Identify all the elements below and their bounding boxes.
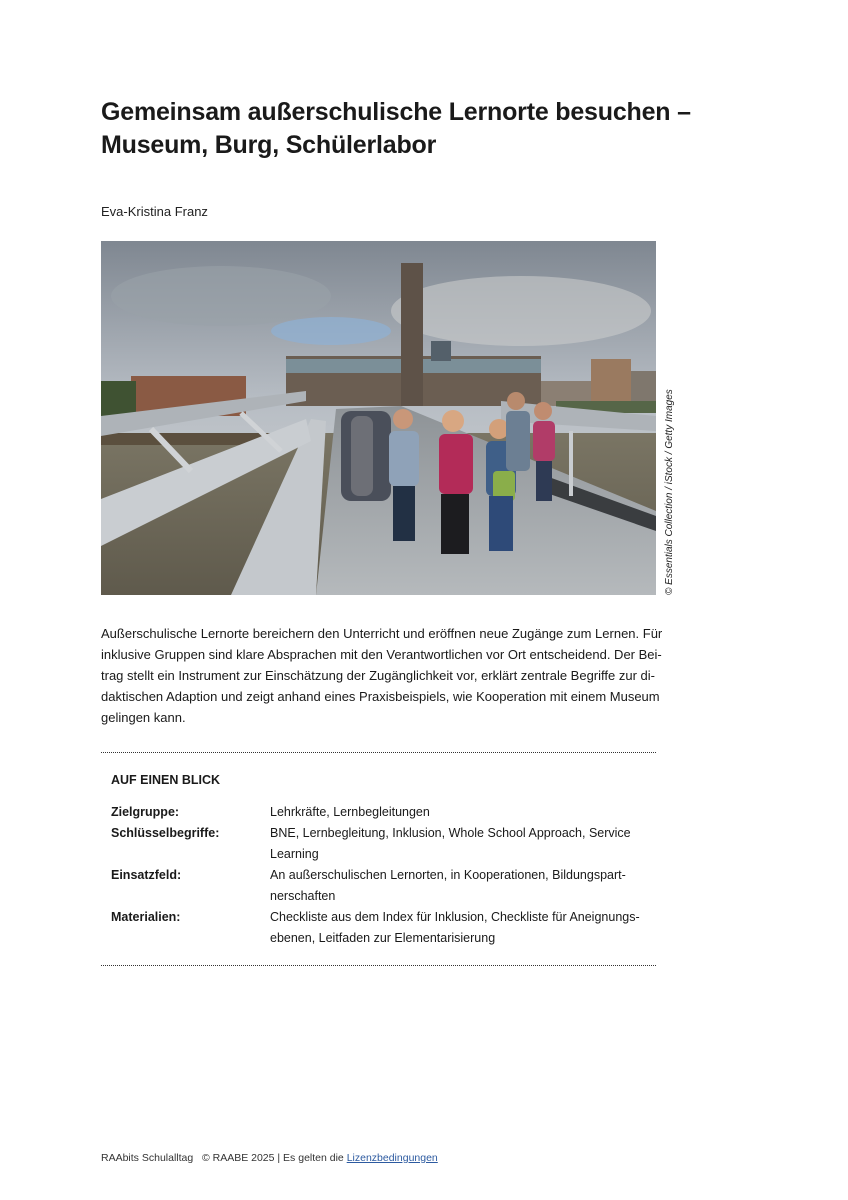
title-line-2: Museum, Burg, Schülerlabor xyxy=(101,131,437,159)
overview-label: Zielgruppe: xyxy=(111,805,180,819)
overview-value-line: Lehrkräfte, Lernbegleitungen xyxy=(270,805,430,819)
overview-value xyxy=(270,907,650,949)
abstract-line: inklusive Gruppen sind klare Absprachen mit den Verantwortlichen vor Ort entscheidend. Der Bei- xyxy=(101,647,662,662)
license-link[interactable]: Lizenzbedingungen xyxy=(346,1152,438,1164)
overview-value-line: ebenen, Leitfaden zur Elementarisierung xyxy=(270,931,496,945)
overview-value xyxy=(270,802,650,823)
overview-value-line: BNE, Lernbegleitung, Inklusion, Whole School Approach, Service xyxy=(270,826,631,840)
overview-value-line: An außerschulischen Lernorten, in Kooperationen, Bildungspart- xyxy=(270,868,626,882)
page-footer xyxy=(101,1152,438,1164)
overview-label: Schlüsselbegriffe: xyxy=(111,826,220,840)
title-line-1: Gemeinsam außerschulische Lernorte besuchen – xyxy=(101,98,691,126)
abstract-line: gelingen kann. xyxy=(101,710,186,725)
abstract-line: trag stellt ein Instrument zur Einschätzung der Zugänglichkeit vor, erklärt zentrale Begriffe zur di- xyxy=(101,668,655,683)
document-title xyxy=(101,96,701,162)
overview-value-line: Learning xyxy=(270,847,319,861)
cover-photo xyxy=(101,241,656,595)
overview-box xyxy=(101,752,656,966)
overview-label: Materialien: xyxy=(111,910,181,924)
author-name: Eva-Kristina Franz xyxy=(101,204,208,219)
overview-value-line: nerschaften xyxy=(270,889,336,903)
photo-credit: © Essentials Collection / iStock / Getty Images xyxy=(664,389,675,595)
footer-text: RAAbits Schulalltag © RAABE 2025 | Es gelten die xyxy=(101,1152,347,1164)
overview-value-line: Checkliste aus dem Index für Inklusion, Checkliste für Aneignungs- xyxy=(270,910,640,924)
overview-value xyxy=(270,865,650,907)
overview-label: Einsatzfeld: xyxy=(111,868,182,882)
overview-heading: AUF EINEN BLICK xyxy=(111,773,221,787)
abstract-line: Außerschulische Lernorte bereichern den Unterricht und eröffnen neue Zugänge zum Lernen. Für xyxy=(101,626,663,641)
abstract-line: daktischen Adaption und zeigt anhand eines Praxisbeispiels, wie Kooperation mit einem Museum xyxy=(101,689,660,704)
abstract xyxy=(101,623,663,728)
overview-value xyxy=(270,823,650,865)
